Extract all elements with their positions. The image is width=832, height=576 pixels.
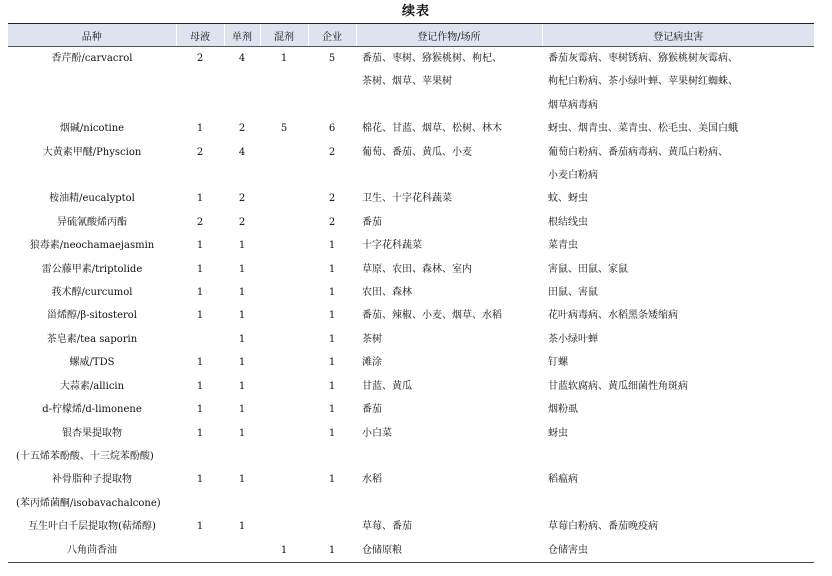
crops-cell bbox=[356, 539, 542, 563]
mother-liquor-cell: 2 bbox=[196, 146, 204, 158]
table-row bbox=[8, 234, 814, 257]
crop-line: 草莓、番茄 bbox=[362, 521, 412, 533]
pest-line: 根结线虫 bbox=[548, 216, 588, 228]
single-agent-cell: 1 bbox=[238, 474, 246, 486]
mixture-cell bbox=[260, 515, 308, 538]
mixture-cell bbox=[260, 328, 308, 351]
variety-cell: 甾烯醇/β-sitosterol bbox=[47, 310, 137, 322]
table-body bbox=[8, 47, 814, 563]
table-row bbox=[8, 258, 814, 281]
table-row bbox=[8, 515, 814, 538]
header-enterprise: 企业 bbox=[308, 24, 356, 47]
mother-liquor-cell: 1 bbox=[196, 310, 204, 322]
mixture-cell bbox=[260, 398, 308, 421]
pests-cell bbox=[542, 47, 814, 118]
mixture-cell: 5 bbox=[280, 123, 288, 135]
pests-cell bbox=[542, 398, 814, 421]
crop-line: 茶树 bbox=[362, 333, 382, 345]
pests-cell bbox=[542, 468, 814, 491]
crops-cell bbox=[356, 281, 542, 304]
pests-cell bbox=[542, 328, 814, 351]
header-registered-pests: 登记病虫害 bbox=[542, 24, 814, 47]
header-row bbox=[8, 24, 814, 47]
table-row bbox=[8, 398, 814, 421]
pest-line: 花叶病毒病、水稻黑条矮缩病 bbox=[548, 310, 678, 322]
mixture-cell bbox=[260, 468, 308, 491]
enterprise-cell: 1 bbox=[328, 287, 336, 299]
crops-cell bbox=[356, 492, 542, 515]
pests-cell bbox=[542, 141, 814, 188]
pests-cell bbox=[542, 445, 814, 468]
table-row bbox=[8, 351, 814, 374]
single-agent-cell bbox=[224, 539, 260, 563]
mother-liquor-cell: 1 bbox=[196, 357, 204, 369]
header-mother-liquor: 母液 bbox=[176, 24, 224, 47]
pests-cell bbox=[542, 117, 814, 140]
single-agent-cell: 2 bbox=[238, 193, 246, 205]
pest-line: 仓储害虫 bbox=[548, 544, 588, 556]
pest-line: 蚜虫 bbox=[548, 427, 568, 439]
mother-liquor-cell: 1 bbox=[196, 474, 204, 486]
crop-line: 水稻 bbox=[362, 474, 382, 486]
enterprise-cell: 1 bbox=[328, 380, 336, 392]
pest-line: 钉螺 bbox=[548, 357, 568, 369]
single-agent-cell bbox=[224, 492, 260, 515]
pest-line: 小麦白粉病 bbox=[548, 170, 598, 182]
variety-cell: 大蒜素/allicin bbox=[59, 380, 125, 392]
table-row bbox=[8, 539, 814, 563]
mother-liquor-cell: 1 bbox=[196, 263, 204, 275]
variety-cell: 八角茴香油 bbox=[8, 539, 176, 563]
crops-cell bbox=[356, 47, 542, 118]
table-row bbox=[8, 492, 814, 515]
mixture-cell bbox=[260, 258, 308, 281]
single-agent-cell: 1 bbox=[238, 404, 246, 416]
enterprise-cell bbox=[308, 445, 356, 468]
variety-cell: 狼毒素/neochamaejasmin bbox=[29, 240, 155, 252]
enterprise-cell: 2 bbox=[328, 193, 336, 205]
variety-cell: 异硫氰酸烯丙酯 bbox=[57, 216, 127, 228]
enterprise-cell: 1 bbox=[328, 357, 336, 369]
crops-cell bbox=[356, 258, 542, 281]
variety-cell: 互生叶白千层提取物(萜烯醇) bbox=[28, 521, 156, 533]
crop-line: 仓储原粮 bbox=[362, 544, 402, 556]
mother-liquor-cell: 1 bbox=[196, 404, 204, 416]
header-single-agent: 单剂 bbox=[224, 24, 260, 47]
mother-liquor-cell bbox=[176, 492, 224, 515]
single-agent-cell: 2 bbox=[238, 216, 246, 228]
pests-cell bbox=[542, 258, 814, 281]
mixture-cell bbox=[260, 211, 308, 234]
mother-liquor-cell bbox=[176, 539, 224, 563]
single-agent-cell: 1 bbox=[238, 310, 246, 322]
enterprise-cell: 1 bbox=[328, 240, 336, 252]
crops-cell bbox=[356, 515, 542, 538]
table-row bbox=[8, 445, 814, 468]
enterprise-cell: 1 bbox=[308, 539, 356, 563]
single-agent-cell: 4 bbox=[238, 53, 246, 64]
table-row bbox=[8, 468, 814, 491]
crop-line: 农田、森林 bbox=[362, 287, 412, 299]
table-row bbox=[8, 328, 814, 351]
mother-liquor-cell: 1 bbox=[196, 123, 204, 135]
crops-cell bbox=[356, 375, 542, 398]
header-mixture: 混剂 bbox=[260, 24, 308, 47]
pest-line: 田鼠、害鼠 bbox=[548, 287, 598, 299]
variety-cell: 螺威/TDS bbox=[69, 357, 115, 369]
single-agent-cell: 1 bbox=[238, 427, 246, 439]
mother-liquor-cell: 1 bbox=[196, 240, 204, 252]
single-agent-cell: 2 bbox=[238, 123, 246, 135]
single-agent-cell: 1 bbox=[238, 521, 246, 533]
crops-cell bbox=[356, 422, 542, 445]
mother-liquor-cell: 1 bbox=[196, 193, 204, 205]
crops-cell bbox=[356, 398, 542, 421]
crops-cell bbox=[356, 351, 542, 374]
mother-liquor-cell: 1 bbox=[196, 521, 204, 533]
pests-cell bbox=[542, 422, 814, 445]
enterprise-cell bbox=[308, 492, 356, 515]
crops-cell bbox=[356, 468, 542, 491]
pest-line: 菜青虫 bbox=[548, 240, 578, 252]
crops-cell bbox=[356, 445, 542, 468]
enterprise-cell bbox=[308, 515, 356, 538]
crop-line: 番茄、辣椒、小麦、烟草、水稻 bbox=[362, 310, 502, 322]
mother-liquor-cell: 1 bbox=[196, 380, 204, 392]
crops-cell bbox=[356, 304, 542, 327]
variety-cell: (十五烯苯酚酸、十三烷苯酚酸) bbox=[16, 450, 154, 462]
pests-cell bbox=[542, 187, 814, 210]
mixture-cell bbox=[260, 187, 308, 210]
pests-cell bbox=[542, 539, 814, 563]
variety-cell: d-柠檬烯/d-limonene bbox=[42, 404, 142, 416]
crop-line: 滩涂 bbox=[362, 357, 382, 369]
enterprise-cell: 1 bbox=[328, 310, 336, 322]
pests-cell bbox=[542, 492, 814, 515]
mother-liquor-cell: 1 bbox=[196, 287, 204, 299]
mixture-cell bbox=[260, 281, 308, 304]
mixture-cell bbox=[260, 422, 308, 445]
mixture-cell: 1 bbox=[280, 53, 288, 64]
crop-line: 棉花、甘蓝、烟草、松树、林木 bbox=[362, 123, 502, 135]
mother-liquor-cell: 2 bbox=[196, 216, 204, 228]
crops-cell bbox=[356, 187, 542, 210]
table-row bbox=[8, 422, 814, 445]
mother-liquor-cell: 1 bbox=[196, 427, 204, 439]
enterprise-cell: 2 bbox=[328, 216, 336, 228]
pests-cell bbox=[542, 304, 814, 327]
pest-line: 茶小绿叶蝉 bbox=[548, 333, 598, 345]
pest-line: 烟粉虱 bbox=[548, 404, 578, 416]
variety-cell: (苯丙烯菌酮/isobavachalcone) bbox=[16, 497, 161, 509]
crop-line: 甘蓝、黄瓜 bbox=[362, 380, 412, 392]
enterprise-cell: 5 bbox=[328, 53, 336, 64]
pest-line: 蚊、蚜虫 bbox=[548, 193, 588, 205]
mother-liquor-cell: 2 bbox=[196, 53, 204, 64]
table-row bbox=[8, 141, 814, 188]
variety-cell: 大黄素甲醚/Physcion bbox=[42, 146, 142, 158]
enterprise-cell: 1 bbox=[328, 333, 336, 345]
enterprise-cell: 1 bbox=[328, 427, 336, 439]
mixture-cell bbox=[260, 445, 308, 468]
single-agent-cell: 1 bbox=[238, 287, 246, 299]
single-agent-cell: 4 bbox=[238, 146, 246, 158]
crop-line: 小白菜 bbox=[362, 427, 392, 439]
single-agent-cell: 1 bbox=[238, 380, 246, 392]
enterprise-cell: 6 bbox=[328, 123, 336, 135]
mixture-cell: 1 bbox=[260, 539, 308, 563]
header-variety: 品种 bbox=[8, 24, 176, 47]
single-agent-cell: 1 bbox=[238, 263, 246, 275]
pests-cell bbox=[542, 351, 814, 374]
pest-line: 烟草病毒病 bbox=[548, 99, 598, 111]
pests-cell bbox=[542, 281, 814, 304]
mixture-cell bbox=[260, 375, 308, 398]
mixture-cell bbox=[260, 141, 308, 188]
pest-line: 蚜虫、烟青虫、菜青虫、松毛虫、美国白蛾 bbox=[548, 123, 738, 135]
crop-line: 番茄 bbox=[362, 404, 382, 416]
pesticide-table bbox=[8, 23, 814, 563]
crop-line: 葡萄、番茄、黄瓜、小麦 bbox=[362, 146, 472, 158]
enterprise-cell: 2 bbox=[328, 146, 336, 158]
pest-line: 稻瘟病 bbox=[548, 474, 578, 486]
pest-line: 枸杞白粉病、茶小绿叶蝉、苹果树红蜘蛛、 bbox=[548, 76, 738, 88]
table-row bbox=[8, 211, 814, 234]
variety-cell: 银杏果提取物 bbox=[62, 427, 122, 439]
crops-cell bbox=[356, 234, 542, 257]
table-row bbox=[8, 375, 814, 398]
table-row bbox=[8, 187, 814, 210]
mixture-cell bbox=[260, 492, 308, 515]
crop-line: 十字花科蔬菜 bbox=[362, 240, 422, 252]
pest-line: 害鼠、田鼠、家鼠 bbox=[548, 263, 628, 275]
crop-line: 番茄 bbox=[362, 216, 382, 228]
variety-cell: 茶皂素/tea saporin bbox=[46, 333, 138, 345]
single-agent-cell: 1 bbox=[238, 333, 246, 345]
crops-cell bbox=[356, 117, 542, 140]
enterprise-cell: 1 bbox=[328, 474, 336, 486]
table-row bbox=[8, 304, 814, 327]
enterprise-cell: 1 bbox=[328, 404, 336, 416]
crop-line: 卫生、十字花科蔬菜 bbox=[362, 193, 452, 205]
pest-line: 番茄灰霉病、枣树锈病、猕猴桃树灰霉病、 bbox=[548, 53, 738, 64]
variety-cell: 桉油精/eucalyptol bbox=[49, 193, 135, 205]
table-title: 续表 bbox=[401, 4, 430, 19]
table-row bbox=[8, 117, 814, 140]
crop-line: 茶树、烟草、苹果树 bbox=[362, 76, 452, 88]
variety-cell: 烟碱/nicotine bbox=[59, 123, 125, 135]
single-agent-cell bbox=[224, 445, 260, 468]
pest-line: 草莓白粉病、番茄晚疫病 bbox=[548, 521, 658, 533]
table-row bbox=[8, 47, 814, 118]
pests-cell bbox=[542, 211, 814, 234]
mother-liquor-cell bbox=[176, 328, 224, 351]
mixture-cell bbox=[260, 351, 308, 374]
single-agent-cell: 1 bbox=[238, 240, 246, 252]
variety-cell: 雷公藤甲素/triptolide bbox=[41, 263, 143, 275]
variety-cell: 补骨脂种子提取物 bbox=[52, 474, 132, 486]
crops-cell bbox=[356, 141, 542, 188]
pest-line: 葡萄白粉病、番茄病毒病、黄瓜白粉病、 bbox=[548, 146, 728, 158]
header-registered-crops: 登记作物/场所 bbox=[356, 24, 542, 47]
table-row bbox=[8, 281, 814, 304]
single-agent-cell: 1 bbox=[238, 357, 246, 369]
pest-line: 甘蓝软腐病、黄瓜细菌性角斑病 bbox=[548, 380, 688, 392]
crop-line: 草原、农田、森林、室内 bbox=[362, 263, 472, 275]
pests-cell bbox=[542, 515, 814, 538]
variety-cell: 莪术醇/curcumol bbox=[51, 287, 133, 299]
pests-cell bbox=[542, 234, 814, 257]
pests-cell bbox=[542, 375, 814, 398]
mixture-cell bbox=[260, 234, 308, 257]
variety-cell: 香芹酚/carvacrol bbox=[51, 53, 133, 64]
crop-line: 番茄、枣树、猕猴桃树、枸杞、 bbox=[362, 53, 502, 64]
mother-liquor-cell bbox=[176, 445, 224, 468]
crops-cell bbox=[356, 328, 542, 351]
crops-cell bbox=[356, 211, 542, 234]
enterprise-cell: 1 bbox=[328, 263, 336, 275]
mixture-cell bbox=[260, 304, 308, 327]
